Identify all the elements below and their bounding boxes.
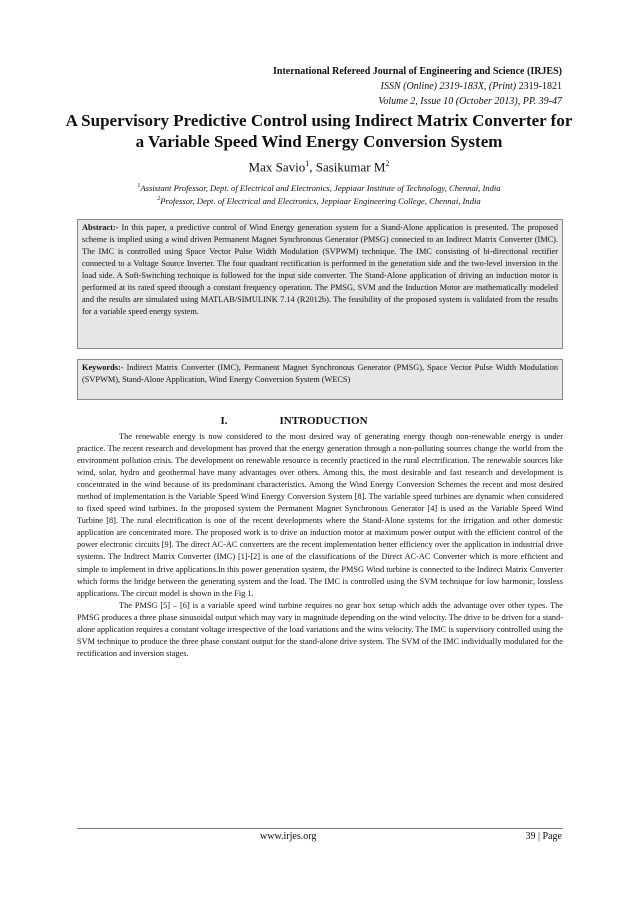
author-2: Sasikumar M (315, 159, 386, 175)
journal-header (273, 64, 562, 109)
affiliation-2 (62, 193, 576, 207)
affiliation-1 (62, 180, 576, 194)
journal-issn-print: 2319-1821 (516, 81, 562, 92)
paper-title: A Supervisory Predictive Control using Indirect Matrix Converter for a Variable Speed Wind Energy Conversion System (65, 111, 573, 151)
journal-issn-online: ISSN (Online) 2319-183X, (Print) (380, 81, 517, 92)
footer-page-number: 39 | Page (525, 831, 562, 842)
author-2-superscript: 2 (385, 159, 390, 168)
paragraph: The PMSG [5] – [6] is a variable speed wind turbine requires no gear box setup which adds the advantage over other types. The PMSG produces a three phase sinusoidal output which may vary in magnitude depending on the wind velocity. The drive to be driven for a stand-alone application requires a constant voltage irrespective of the load variations and the wins velocity. The IMC is supervisory controlled using the SVM technique to produce the three phase constant output for the stand-alone drive system. The SVM of the IMC individually modulated for the rectification and inversion stages. (77, 600, 563, 658)
affiliation-2-text: Professor, Dept. of Electrical and Electronics, Jeppiaar Engineering College, Chennai, India (160, 195, 481, 206)
section-number: I. (220, 415, 228, 427)
author-1-superscript: 1 (305, 159, 310, 168)
introduction-body (77, 431, 563, 660)
paragraph: The renewable energy is now considered to the most desired way of generating energy though non-renewable energy is under practice. The recent research and development has proved that the energy generation through a non-polluting sources change the world from the environment pollution crisis. The development on renewable resource is recently practiced in the rural electrification. The renewable sources like wind, solar, hydro and geothermal have many advantages over others. Among this, the most desirable and fast research and development is concentrated in the wind because of its predominant characteristics. Among the Wind Energy Conversion Schemes the recent and most desired method of implementation is the Variable Speed Wind Energy Conversion System [8]. The variable speed turbines are dynamic when considered to fixed speed wind turbines. In the proposed system the Permanent Magnet Synchronous Generator [4] is used as the Variable Speed Wind Turbine [8]. The rural electrification is one of the recent developments where the Stand-Alone systems for the irrigation and other domestic application are concentrated more. The proposed work is to drive an induction motor at maximum power output with the efficient control of the power electronic circuits [9]. The direct AC-AC converters are the recent implementation better efficiency over the application in industrial drive systems. The Indirect Matrix Converter (IMC) [1]-[2] is one of the classifications of the Direct AC-AC Converter which is more efficient and simple to implement in drive applications.In this power generation system, the PMSG Wind turbine is connected to the Indirect Matrix Converter which forms the bridge between the generating system and the load. The IMC is controlled using the SVM technique for low harmonic, lossless applications. The circuit model is shown in the Fig 1. (77, 432, 563, 598)
abstract-label: Abstract:- (82, 223, 119, 232)
author-1: Max Savio (248, 159, 306, 175)
authors-line (62, 156, 576, 175)
section-title: INTRODUCTION (279, 415, 368, 427)
affiliation-1-text: Assistant Professor, Dept. of Electrical and Electronics, Jeppiaar Institute of Technology, Chennai, India (140, 182, 501, 193)
journal-name: International Refereed Journal of Engineering and Science (IRJES) (273, 66, 562, 77)
keywords-text: Indirect Matrix Converter (IMC), Permanent Magnet Synchronous Generator (PMSG), Space Vector Pulse Width Modulation (SVPWM), Stand-Alone Application, Wind Energy Conversion System (WECS) (82, 363, 558, 385)
journal-volume: Volume 2, Issue 10 (October 2013), PP. 39-47 (378, 96, 562, 107)
keywords-box (77, 359, 563, 400)
abstract-text: In this paper, a predictive control of Wind Energy generation system for a Stand-Alone application is presented. The proposed scheme is implied using a wind driven Permanent Magnet Synchronous Generator (PMSG) connected to an Indirect Matrix Converter (IMC). The IMC is controlled using Space Vector Pulse Width Modulation (SVPWM) technique. The IMC consisting of bi-directional rectifier connected to a Voltage Source Inverter. The four quadrant rectification is performed in the generation side and the two-level inversion in the load side. A Soft-Switching technique is followed for the input side converter. The Stand-Alone application of driving an induction motor is performed at its rated speed through a constant frequency operation. The PMSG, SVM and the Induction Motor are mathematically modeled and the results are simulated using MATLAB/SIMULINK 7.14 (R2012b). The feasibility of the proposed system is validated from the results for a variable speed energy system. (82, 223, 558, 317)
journal-issn (273, 79, 562, 94)
footer-url: www.irjes.org (260, 831, 317, 842)
abstract-box (77, 219, 563, 349)
section-heading (77, 415, 563, 427)
footer-divider (77, 828, 563, 829)
affiliation-1-superscript: 1 (137, 183, 141, 189)
keywords-label: Keywords:- (82, 363, 124, 372)
author-separator: , (309, 159, 316, 175)
affiliation-2-superscript: 2 (157, 196, 161, 202)
